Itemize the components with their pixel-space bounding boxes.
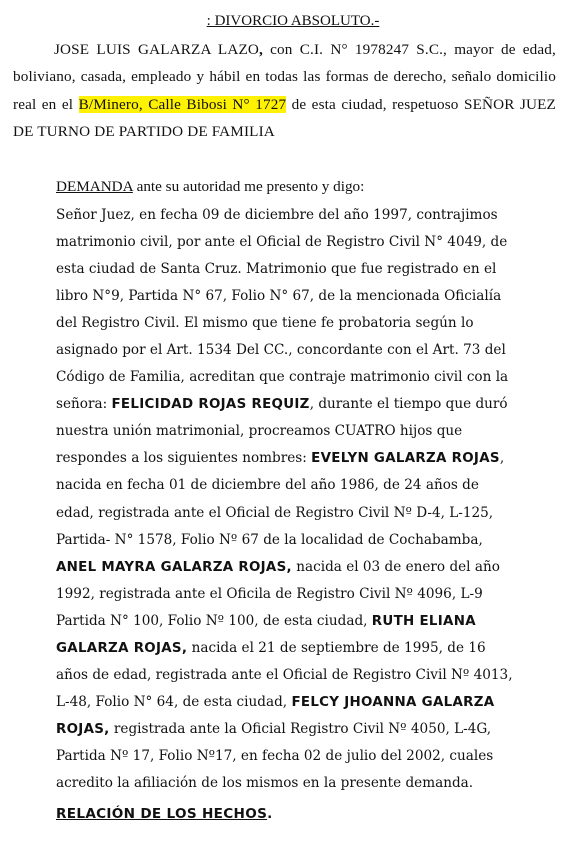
- body-text-segment: , durante el tiempo que duró: [309, 396, 508, 413]
- body-text-segment: señora:: [56, 396, 112, 413]
- body-text-segment: Señor Juez, en fecha 09 de diciembre del año 1997, contrajimos: [56, 207, 498, 223]
- body-line: [56, 689, 556, 716]
- body-text-segment: libro N°9, Partida N° 67, Folio N° 67, de la mencionada Oficialía: [56, 288, 502, 305]
- body-line: [56, 202, 556, 229]
- body-line: [56, 256, 556, 283]
- body-line: [56, 337, 556, 364]
- body-line: [56, 391, 556, 418]
- plaintiff-name-comma: ,: [259, 41, 263, 58]
- bold-name-text: ROJAS,: [56, 721, 110, 737]
- body-text-segment: edad, registrada ante el Oficial de Registro Civil Nº D-4, L-125,: [56, 504, 494, 521]
- body-text-segment: nuestra unión matrimonial, procreamos CUATRO hijos que: [56, 423, 463, 440]
- body-line: [56, 283, 556, 310]
- section-heading-text: RELACIÓN DE LOS HECHOS: [56, 806, 268, 822]
- body-text-segment: L-48, Folio N° 64, de esta ciudad,: [56, 693, 292, 710]
- demanda-rest: ante su autoridad me presento y digo:: [132, 178, 365, 195]
- bold-name-text: RUTH ELIANA: [371, 613, 476, 629]
- intro-text-2: de esta ciudad, respetuoso SEÑOR JUEZ DE TURNO DE PARTIDO DE FAMILIA: [13, 95, 556, 140]
- body-text-segment: respondes a los siguientes nombres:: [56, 450, 312, 467]
- body-line: [56, 445, 556, 472]
- body-line: [56, 716, 556, 743]
- body-line: [56, 743, 556, 770]
- body-line: [56, 770, 556, 797]
- body-line: [56, 662, 556, 689]
- body-text-segment: nacida el 21 de septiembre de 1995, de 16: [187, 639, 486, 656]
- body-line: [56, 635, 556, 662]
- body-line: [56, 581, 556, 608]
- body-text-segment: Partida- N° 1578, Folio Nº 67 de la localidad de Cochabamba,: [56, 531, 483, 548]
- body-line: [56, 418, 556, 445]
- body-text-segment: 1992, registrada ante el Oficila de Registro Civil Nº 4096, L-9: [56, 585, 483, 602]
- body-text-segment: esta ciudad de Santa Cruz. Matrimonio que fue registrado en el: [56, 261, 497, 278]
- body-text-segment: del Registro Civil. El mismo que tiene fe probatoria según lo: [56, 315, 474, 332]
- body-text-segment: Partida N° 100, Folio Nº 100, de esta ciudad,: [56, 612, 372, 629]
- document-title-text: : DIVORCIO ABSOLUTO.-: [206, 13, 380, 29]
- intro-text-1: con C.I. N° 1978247 S.C., mayor de edad, boliviano, casada, empleado y hábil en todas las formas de derecho, señalo domicilio real en el: [13, 41, 557, 113]
- body-text-segment: acredito la afiliación de los mismos en la presente demanda.: [56, 774, 474, 791]
- body-text-segment: matrimonio civil, por ante el Oficial de Registro Civil N° 4049, de: [56, 234, 508, 251]
- bold-name-text: FELICIDAD ROJAS REQUIZ: [111, 397, 310, 413]
- body-line: [56, 527, 556, 554]
- demanda-word: DEMANDA: [56, 178, 133, 195]
- body-text-segment: años de edad, registrada ante el Oficial de Registro Civil Nº 4013,: [56, 666, 513, 683]
- body-line: [56, 229, 556, 256]
- section-heading: [56, 801, 273, 828]
- body-line: [56, 364, 556, 391]
- body-text-segment: nacida el 03 de enero del año: [291, 558, 500, 575]
- body-text-segment: asignado por el Art. 1534 Del CC., concordante con el Art. 73 del: [56, 342, 506, 359]
- body-line: [56, 608, 556, 635]
- bold-name-text: ANEL MAYRA GALARZA ROJAS,: [56, 559, 292, 575]
- body-line: [56, 554, 556, 581]
- bold-name-text: EVELYN GALARZA ROJAS: [311, 451, 500, 467]
- section-heading-dot: .: [267, 806, 273, 822]
- body-text-segment: ,: [499, 450, 505, 467]
- body-text-segment: registrada ante la Oficial Registro Civil Nº 4050, L-4G,: [109, 720, 492, 737]
- intro-paragraph: [13, 36, 556, 145]
- demanda-line: [56, 173, 556, 200]
- body-text-segment: Código de Familia, acreditan que contraje matrimonio civil con la: [56, 369, 509, 386]
- plaintiff-name: JOSE LUIS GALARZA LAZO: [54, 41, 260, 58]
- bold-name-text: GALARZA ROJAS,: [56, 640, 188, 656]
- body-line: [56, 500, 556, 527]
- body-paragraph: [56, 202, 556, 797]
- highlighted-address: B/Minero, Calle Bibosi N° 1727: [78, 95, 287, 113]
- document-title: [0, 11, 574, 31]
- bold-name-text: FELCY JHOANNA GALARZA: [291, 694, 495, 710]
- body-text-segment: Partida Nº 17, Folio Nº17, en fecha 02 de julio del 2002, cuales: [56, 747, 494, 764]
- body-text-segment: nacida en fecha 01 de diciembre del año 1986, de 24 años de: [56, 477, 479, 494]
- body-line: [56, 310, 556, 337]
- body-line: [56, 472, 556, 499]
